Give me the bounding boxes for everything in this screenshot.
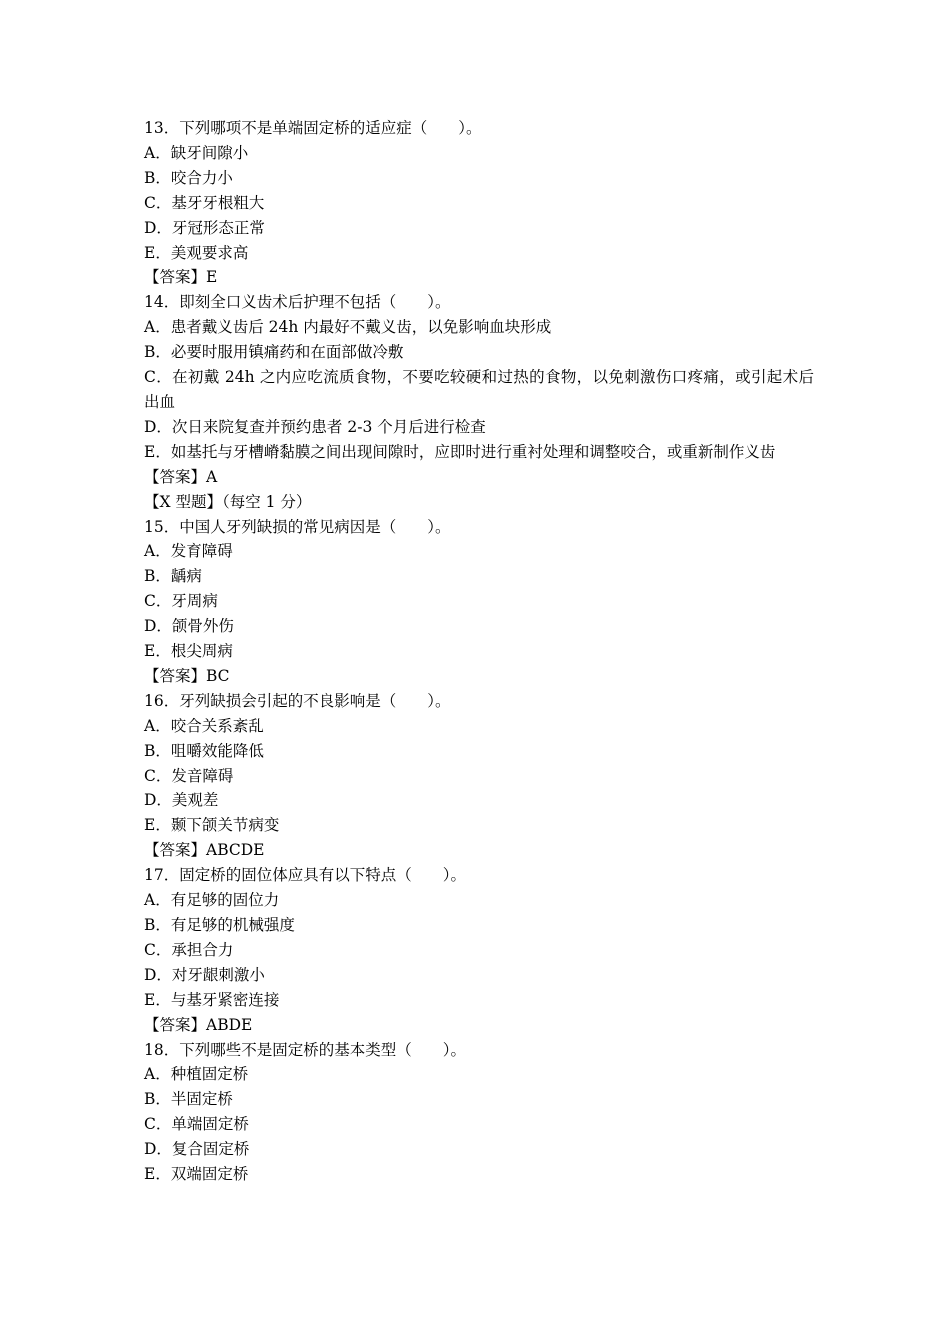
question-13 [144,116,814,290]
option-c: C．单端固定桥 [144,1115,249,1134]
option-c: C．承担合力 [144,940,234,959]
question-stem: 13．下列哪项不是单端固定桥的适应症（ ）。 [144,119,482,137]
option-a: A．种植固定桥 [144,1065,249,1084]
option-a: A．咬合关系紊乱 [144,716,264,735]
option-a: A．发育障碍 [144,542,233,561]
question-15 [144,515,814,689]
answer: 【答案】ABCDE [144,841,265,860]
option-c: C．在初戴 24h 之内应吃流质食物，不要吃较硬和过热的食物，以免刺激伤口疼痛，或引起术后出血 [144,368,814,411]
option-d: D．颌骨外伤 [144,617,234,636]
option-d: D．复合固定桥 [144,1140,250,1159]
option-d: D．对牙龈刺激小 [144,965,265,984]
option-e: E．如基托与牙槽嵴黏膜之间出现间隙时，应即时进行重衬处理和调整咬合，或重新制作义齿 [144,442,776,461]
option-a: A．缺牙间隙小 [144,143,249,162]
option-c: C．发音障碍 [144,766,234,785]
option-d: D．牙冠形态正常 [144,218,265,237]
option-b: B．半固定桥 [144,1090,233,1109]
question-17 [144,863,814,1037]
option-e: E．双端固定桥 [144,1165,249,1184]
option-d: D．次日来院复查并预约患者 2-3 个月后进行检查 [144,417,486,436]
question-stem: 17．固定桥的固位体应具有以下特点（ ）。 [144,866,466,885]
question-16 [144,689,814,863]
answer: 【答案】BC [144,666,230,685]
option-e: E．美观要求高 [144,243,249,262]
option-c: C．基牙牙根粗大 [144,193,265,212]
option-a: A．患者戴义齿后 24h 内最好不戴义齿，以免影响血块形成 [144,318,552,337]
answer: 【答案】A [144,467,218,486]
option-e: E．与基牙紧密连接 [144,990,280,1009]
option-e: E．根尖周病 [144,642,233,661]
section-header: 【X 型题】（每空 1 分） [144,492,312,511]
option-d: D．美观差 [144,791,219,810]
option-b: B．龋病 [144,567,202,586]
option-b: B．有足够的机械强度 [144,916,295,934]
option-a: A．有足够的固位力 [144,891,280,910]
option-b: B．咀嚼效能降低 [144,741,264,760]
answer: 【答案】ABDE [144,1015,253,1034]
option-b: B．必要时服用镇痛药和在面部做冷敷 [144,343,404,362]
question-stem: 16．牙列缺损会引起的不良影响是（ ）。 [144,691,451,710]
answer: 【答案】E [144,268,218,287]
question-14 [144,290,814,489]
option-b: B．咬合力小 [144,168,233,187]
question-stem: 14．即刻全口义齿术后护理不包括（ ）。 [144,293,451,312]
question-stem: 15．中国人牙列缺损的常见病因是（ ）。 [144,517,451,536]
document-page [144,116,814,1187]
question-18 [144,1038,814,1187]
option-e: E．颞下颌关节病变 [144,816,280,835]
option-c: C．牙周病 [144,592,218,611]
question-stem: 18．下列哪些不是固定桥的基本类型（ ）。 [144,1040,466,1059]
